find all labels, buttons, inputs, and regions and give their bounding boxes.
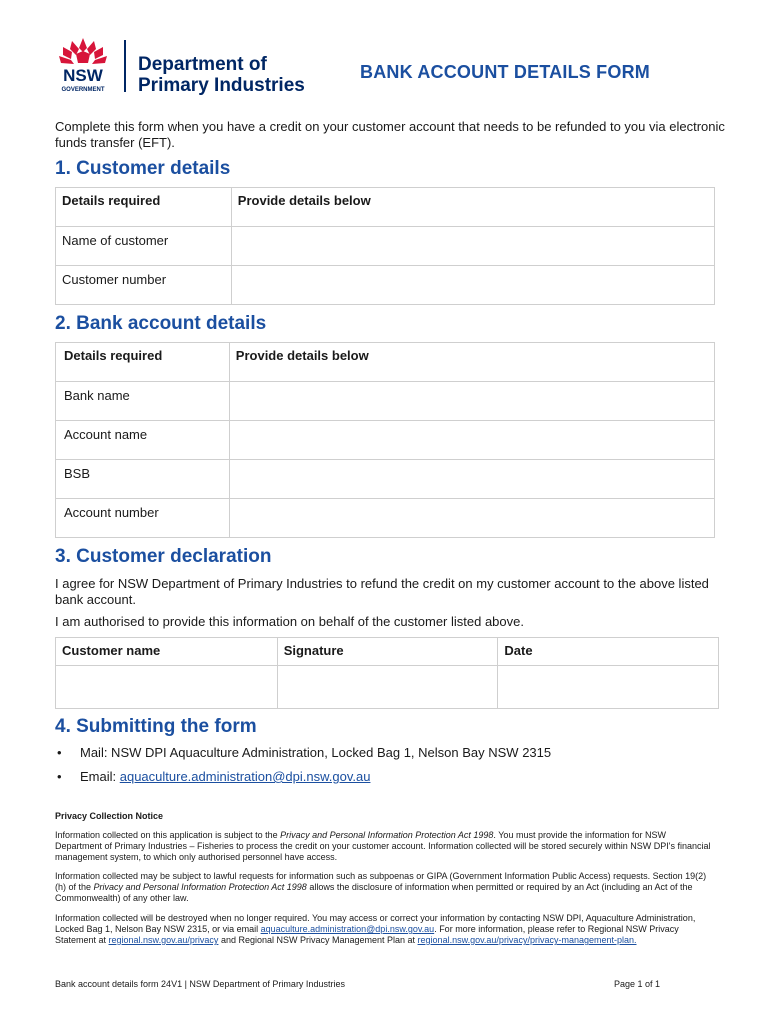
header-divider	[124, 40, 126, 92]
account-number-input[interactable]	[229, 499, 714, 538]
account-name-input[interactable]	[229, 421, 714, 460]
bank-account-table	[55, 342, 715, 538]
intro-text: Complete this form when you have a credit on your customer account that needs to be refunded to you via electronic funds transfer (EFT).	[55, 119, 725, 150]
waratah-icon	[59, 38, 107, 64]
submission-methods	[55, 743, 551, 791]
page-number: Page 1 of 1	[614, 979, 661, 989]
section-1-heading: 1. Customer details	[55, 158, 231, 179]
column-header: Customer name	[56, 638, 278, 666]
bank-name-input[interactable]	[229, 382, 714, 421]
field-label: Customer number	[56, 266, 232, 305]
privacy-paragraph: Information collected will be destroyed when no longer required. You may access or correct your information by contacting NSW DPI, Aquaculture Administration, Locked Bag 1, Nelson Bay NSW 2315, or via email aquaculture.administration@dpi.nsw.gov.au. For more information, please refer to Regional NSW Privacy Statement at regional.nsw.gov.au/privacy and Regional NSW Privacy Management Plan at regional.nsw.gov.au/privacy/privacy-management-plan.	[55, 913, 696, 945]
name-of-customer-input[interactable]	[231, 227, 714, 266]
svg-text:NSW: NSW	[63, 66, 103, 85]
section-4-heading: 4. Submitting the form	[55, 716, 257, 737]
mail-item: • Mail: NSW DPI Aquaculture Administration, Locked Bag 1, Nelson Bay NSW 2315	[55, 743, 551, 767]
privacy-plan-link[interactable]: regional.nsw.gov.au/privacy/privacy-management-plan.	[417, 935, 637, 945]
form-title: BANK ACCOUNT DETAILS FORM	[360, 62, 650, 82]
bsb-input[interactable]	[229, 460, 714, 499]
section-3-heading: 3. Customer declaration	[55, 546, 272, 567]
privacy-statement-link[interactable]: regional.nsw.gov.au/privacy	[108, 935, 219, 945]
privacy-email-link[interactable]: aquaculture.administration@dpi.nsw.gov.au	[260, 924, 435, 934]
privacy-paragraph: Information collected may be subject to lawful requests for information such as subpoenas or GIPA (Government Information Public Access) requests. Section 19(2)(h) of the Privacy and Personal Information Protection Act 1998 allows the disclosure of information when permitted or required by an Act (including an Act of the Commonwealth) of any other law.	[55, 871, 707, 903]
column-header: Details required	[56, 188, 232, 227]
submission-email-link[interactable]: aquaculture.administration@dpi.nsw.gov.au	[119, 769, 371, 784]
section-2-heading: 2. Bank account details	[55, 313, 267, 334]
email-item: • Email: aquaculture.administration@dpi.nsw.gov.au	[55, 767, 551, 791]
column-header: Date	[498, 638, 719, 666]
field-label: Bank name	[56, 382, 230, 421]
customer-number-input[interactable]	[231, 266, 714, 305]
column-header: Provide details below	[231, 188, 714, 227]
declaration-table	[55, 637, 719, 709]
nsw-government-logo	[54, 36, 112, 94]
privacy-paragraph: Information collected on this application is subject to the Privacy and Personal Information Protection Act 1998. You must provide the information for NSW Department of Primary Industries – Fisheries to process the credit on your customer account. Information collected will be stored securely within NSW DPI's financial management system, to which only authorised personnel have access.	[55, 830, 711, 862]
privacy-title: Privacy Collection Notice	[55, 811, 164, 821]
field-label: Account name	[56, 421, 230, 460]
customer-name-input[interactable]	[56, 666, 278, 709]
declaration-text: I agree for NSW Department of Primary Industries to refund the credit on my customer account to the above listed bank account.	[55, 576, 709, 607]
customer-details-table	[55, 187, 715, 305]
column-header: Signature	[277, 638, 498, 666]
signature-input[interactable]	[277, 666, 498, 709]
column-header: Details required	[56, 343, 230, 382]
date-input[interactable]	[498, 666, 719, 709]
field-label: BSB	[56, 460, 230, 499]
svg-text:GOVERNMENT: GOVERNMENT	[61, 87, 105, 93]
footer-left: Bank account details form 24V1 | NSW Department of Primary Industries	[55, 979, 345, 989]
field-label: Account number	[56, 499, 230, 538]
department-name: Department of Primary Industries	[138, 54, 305, 96]
field-label: Name of customer	[56, 227, 232, 266]
authorisation-text: I am authorised to provide this information on behalf of the customer listed above.	[55, 614, 524, 629]
column-header: Provide details below	[229, 343, 714, 382]
